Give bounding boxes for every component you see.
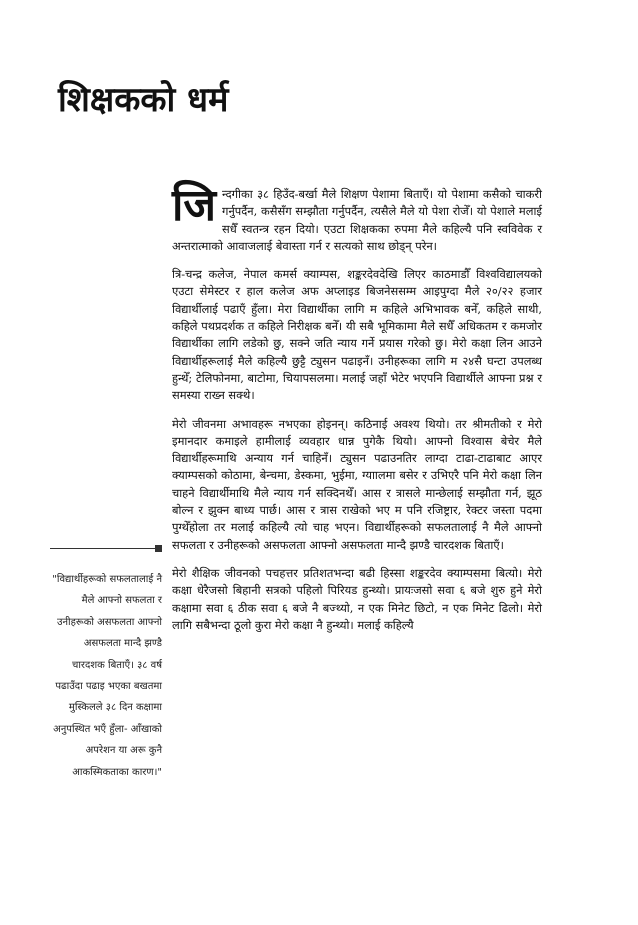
pullquote-sidebar bbox=[50, 545, 162, 783]
pullquote-text: "विद्यार्थीहरूको सफलतालाई नै मैले आफ्नो सफलता र उनीहरूको असफलता आफ्नो असफलता मान्दै झण्डै चारदशक बिताएँ। ३८ वर्ष पढाउँदा पढाइ भएका बखतमा मुस्किलले ३८ दिन कक्षामा अनुपस्थित भएँ हुँला- आँखाको अपरेशन या अरू कुनै आकस्मिकताका कारण।" bbox=[52, 574, 162, 778]
paragraph-1 bbox=[172, 180, 542, 255]
paragraph-3: मेरो जीवनमा अभावहरू नभएका होइनन्। कठिनाई अवश्य थियो। तर श्रीमतीको र मेरो इमानदार कमाइले हामीलाई व्यवहार धान्न पुगेकै थियो। आफ्नो विश्वास बेचेर मैले विद्यार्थीहरूमाथि अन्याय गर्न चाहिनँ। ट्युसन पढाउनतिर लाग्दा टाढा-टाढाबाट आएर क्याम्पसको कोठामा, बेन्चमा, डेस्कमा, भुईमा, ग्याालमा बसेर र उभिएरै पनि मेरो कक्षा लिन चाहने विद्यार्थीमाथि मैले न्याय गर्न सक्दिनथेँ। आस र त्रासले मान्छेलाई सम्झौता गर्न, झूठ बोल्न र झुक्न बाध्य पार्छ। आस र त्रास राखेको भए म पनि रजिष्ट्रार, रेक्टर जस्ता पदमा पुग्थेँहोला तर मलाई कहिल्यै त्यो चाह भएन। विद्यार्थीहरूको सफलतालाई नै मैले आफ्नो सफलता र उनीहरूको असफलता आफ्नो असफलता मान्दै झण्डै चारदशक बिताएँ। bbox=[172, 416, 542, 552]
article-body bbox=[172, 180, 542, 645]
drop-cap: जि bbox=[172, 180, 217, 231]
page-title: शिक्षकको धर्म bbox=[58, 80, 229, 120]
pullquote-rule bbox=[50, 545, 162, 553]
rule-line bbox=[50, 548, 156, 549]
paragraph-1-text: न्दगीका ३८ हिउँद-बर्खा मैले शिक्षण पेशामा बिताएँ। यो पेशामा कसैको चाकरी गर्नुपर्दैन, कसैसँग सम्झौता गर्नुपर्दैन, त्यसैले मैले यो पेशा रोजेँ। यो पेशाले मलाई सधैँ स्वतन्त्र रहन दियो। एउटा शिक्षकका रुपमा मैले कहिल्यै पनि स्वविवेक र अन्तरात्माको आवाजलाई बेवास्ता गर्न र सत्यको साथ छोड्न् परेन। bbox=[172, 187, 542, 253]
paragraph-4: मेरो शैक्षिक जीवनको पचहत्तर प्रतिशतभन्दा बढी हिस्सा शङ्करदेव क्याम्पसमा बित्यो। मेरो कक्षा धेरैजसो बिहानी सत्रको पहिलो पिरियड हुन्थ्यो। प्रायःजसो सवा ६ बजे शुरु हुने मेरो कक्षामा सवा ६ ठीक सवा ६ बजे नै बज्थ्यो, न एक मिनेट छिटो, न एक मिनेट ढिलो। मेरो लागि सबैभन्दा ठूलो कुरा मेरो कक्षा नै हुन्थ्यो। मलाई कहिल्यै bbox=[172, 565, 542, 632]
rule-square-icon bbox=[155, 545, 162, 552]
paragraph-2: त्रि-चन्द्र कलेज, नेपाल कमर्स क्याम्पस, शङ्करदेवदेखि लिएर काठमाडौँ विश्वविद्यालयको एउटा सेमेस्टर र हाल कलेज अफ अप्लाइड बिजनेससम्म आइपुग्दा मैले २०/२२ हजार विद्यार्थीलाई पढाएँ हुँला। मेरा विद्यार्थीका लागि म कहिले अभिभावक बनेँ, कहिले साथी, कहिले पथप्रदर्शक त कहिले निरीक्षक बनेँ। यी सबै भूमिकामा मैले सधैँ अधिकतम र कमजोर विद्यार्थीका लागि लडेको छु, सक्ने जति न्याय गर्ने प्रयास गरेको छु। मेरो कक्षा लिन आउने विद्यार्थीहरूलाई मैले कहिल्यै छुट्टै ट्युसन पढाइनँ। उनीहरूका लागि म २४सै घन्टा उपलब्ध हुन्थेँ; टेलिफोनमा, बाटोमा, चियापसलमा। मलाई जहाँ भेटेर भएपनि विद्यार्थीले आफ्ना प्रश्न र समस्या राख्न सक्थे। bbox=[172, 267, 542, 403]
